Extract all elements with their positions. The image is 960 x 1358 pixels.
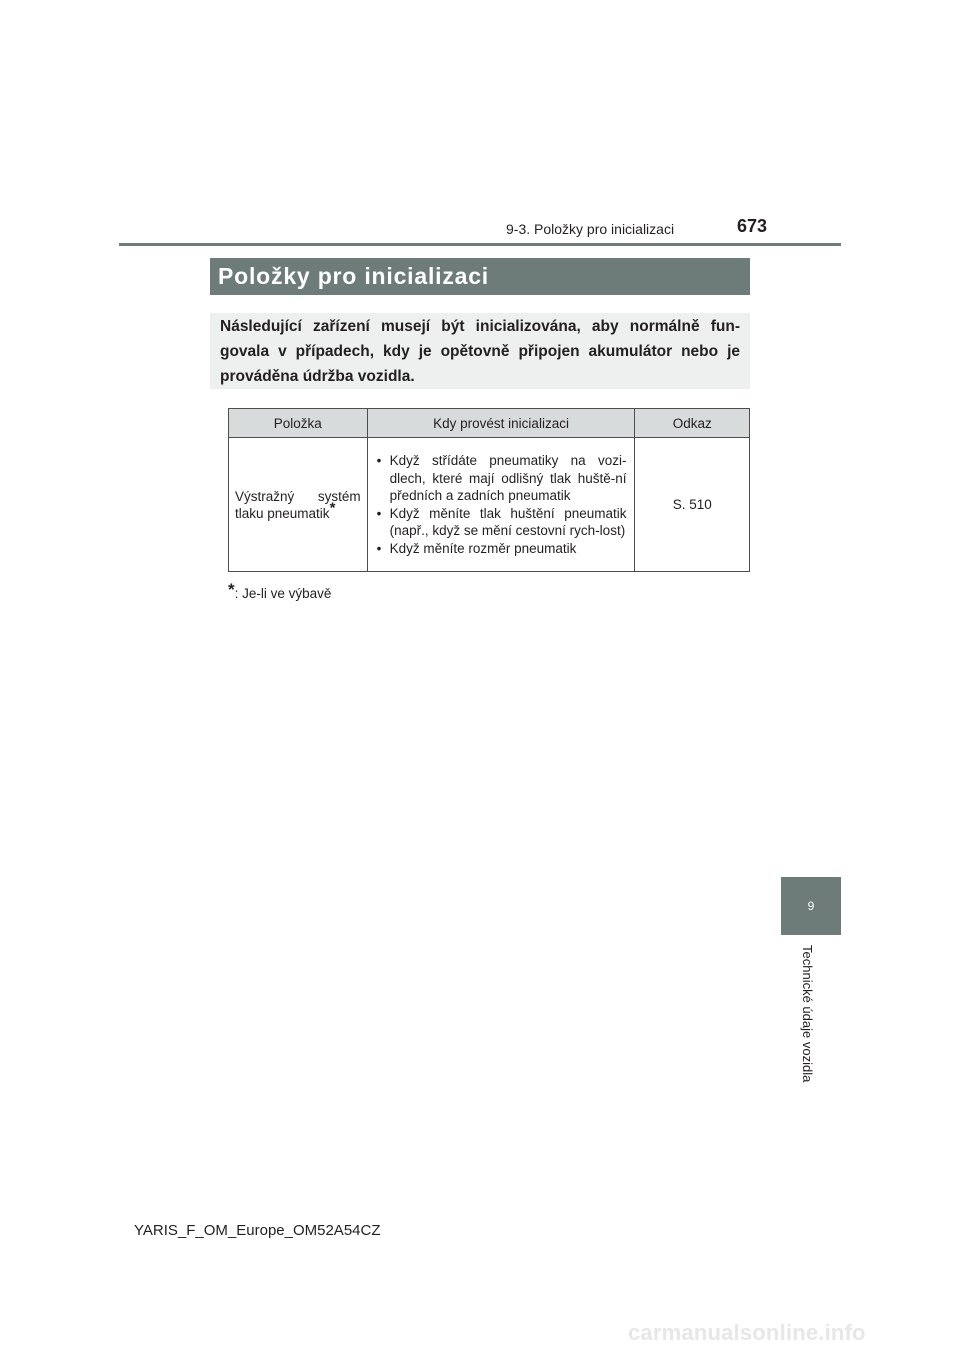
list-item: • Když měníte tlak huštění pneumatik (např., když se mění cestovní rych-lost) xyxy=(374,505,627,540)
intro-box xyxy=(210,313,750,389)
header-rule xyxy=(119,243,841,246)
column-header-reference: Odkaz xyxy=(635,409,750,438)
section-label: 9-3. Položky pro inicializaci xyxy=(506,221,675,237)
table-header-row xyxy=(229,409,750,438)
chapter-label: Technické údaje vozidla xyxy=(800,945,815,1083)
item-name: Výstražný systém tlaku pneumatik xyxy=(235,488,361,521)
item-cell xyxy=(229,438,368,572)
column-header-when: Kdy provést inicializaci xyxy=(367,409,635,438)
footnote-text: : Je-li ve výbavě xyxy=(234,586,332,601)
table-row xyxy=(229,438,750,572)
title-band xyxy=(210,258,750,295)
document-code: YARIS_F_OM_Europe_OM52A54CZ xyxy=(134,1222,381,1239)
column-header-item: Položka xyxy=(229,409,368,438)
footnote xyxy=(228,580,331,601)
list-item: • Když střídáte pneumatiky na vozi-dlech, které mají odlišný tlak huště-ní předních a zadních pneumatik xyxy=(374,452,627,505)
watermark: carmanualsonline.info xyxy=(628,1320,866,1345)
when-cell xyxy=(367,438,635,572)
initialization-table xyxy=(228,408,750,572)
optional-marker: * xyxy=(329,499,336,516)
page-number: 673 xyxy=(737,216,768,236)
footnote-marker: * xyxy=(228,580,235,599)
page-title: Položky pro inicializaci xyxy=(218,263,489,289)
reference-cell: S. 510 xyxy=(635,438,750,572)
list-item: • Když měníte rozměr pneumatik xyxy=(374,540,627,558)
chapter-tab: 9 xyxy=(781,877,841,935)
when-list xyxy=(374,452,627,557)
intro-text: Následující zařízení musejí být inicializována, aby normálně fun-govala v případech, kdy je opětovně připojen akumulátor nebo je prováděna údržba vozidla. xyxy=(220,318,740,385)
